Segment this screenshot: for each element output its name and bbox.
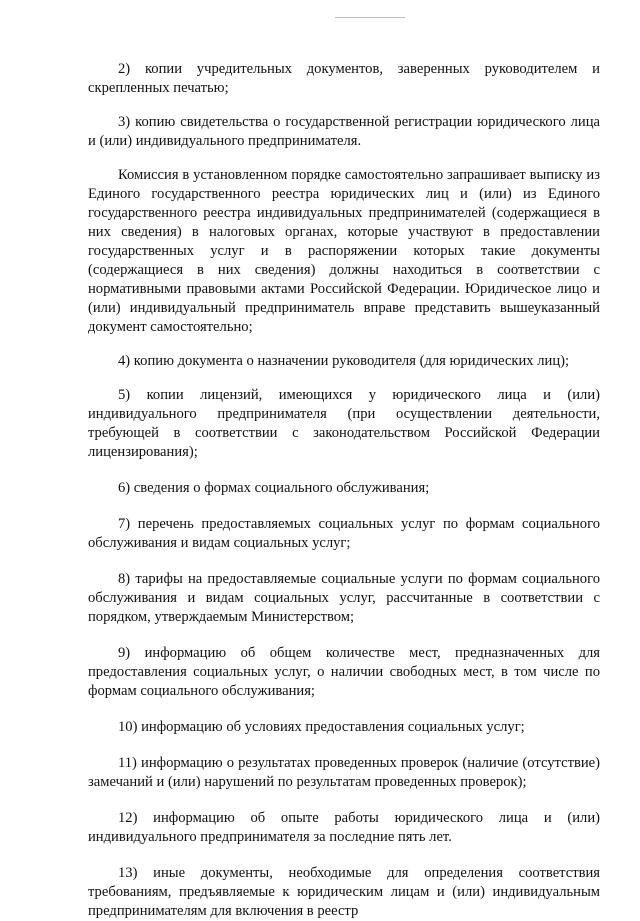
paragraph-item-5: 5) копии лицензий, имеющихся у юридического лица и (или) индивидуального предпринимателя (при осуществлении деятельности, требующей в соответствии с законодательством Российской Федерации лицензирования); [88, 387, 600, 460]
paragraph-item-7: 7) перечень предоставляемых социальных услуг по формам социального обслуживания и видам социальных услуг; [88, 516, 600, 551]
paragraph-item-2: 2) копии учредительных документов, заверенных руководителем и скрепленных печатью; [88, 61, 600, 96]
paragraph-item-13: 13) иные документы, необходимые для определения соответствия требованиям, предъявляемые к юридическим лицам и (или) индивидуальным предпринимателям для включения в реестр [88, 865, 600, 919]
paragraph-item-12: 12) информацию об опыте работы юридического лица и (или) индивидуального предпринимателя за последние пять лет. [88, 810, 600, 845]
paragraph-item-10: 10) информацию об условиях предоставления социальных услуг; [118, 719, 525, 735]
paragraph-item-11: 11) информацию о результатах проведенных проверок (наличие (отсутствие) замечаний и (или) нарушений по результатам проведенных проверок); [88, 755, 600, 790]
paragraph-item-9: 9) информацию об общем количестве мест, предназначенных для предоставления социальных услуг, о наличии свободных мест, в том числе по формам социального обслуживания; [88, 645, 600, 699]
paragraph-item-3: 3) копию свидетельства о государственной регистрации юридического лица и (или) индивидуального предпринимателя. [88, 114, 600, 149]
paragraph-item-4: 4) копию документа о назначении руководителя (для юридических лиц); [118, 353, 570, 369]
paragraph-item-8: 8) тарифы на предоставляемые социальные услуги по формам социального обслуживания и видам социальных услуг, рассчитанные в соответствии с порядком, утверждаемым Министерством; [88, 571, 600, 625]
document-body [88, 60, 600, 921]
paragraph-item-6: 6) сведения о формах социального обслуживания; [118, 480, 430, 496]
scan-artifact-line [335, 17, 405, 18]
paragraph-commission: Комиссия в установленном порядке самостоятельно запрашивает выписку из Единого государственного реестра юридических лиц и (или) из Единого государственного реестра индивидуальных предпринимателей (содержащиеся в них сведения) в налоговых органах, которые участвуют в предоставлении государственных услуг и в распоряжении которых такие документы (содержащиеся в них сведения) должны находиться в соответствии с нормативными правовыми актами Российской Федерации. Юридическое лицо и (или) индивидуальный предприниматель вправе представить вышеуказанный документ самостоятельно; [88, 167, 600, 335]
